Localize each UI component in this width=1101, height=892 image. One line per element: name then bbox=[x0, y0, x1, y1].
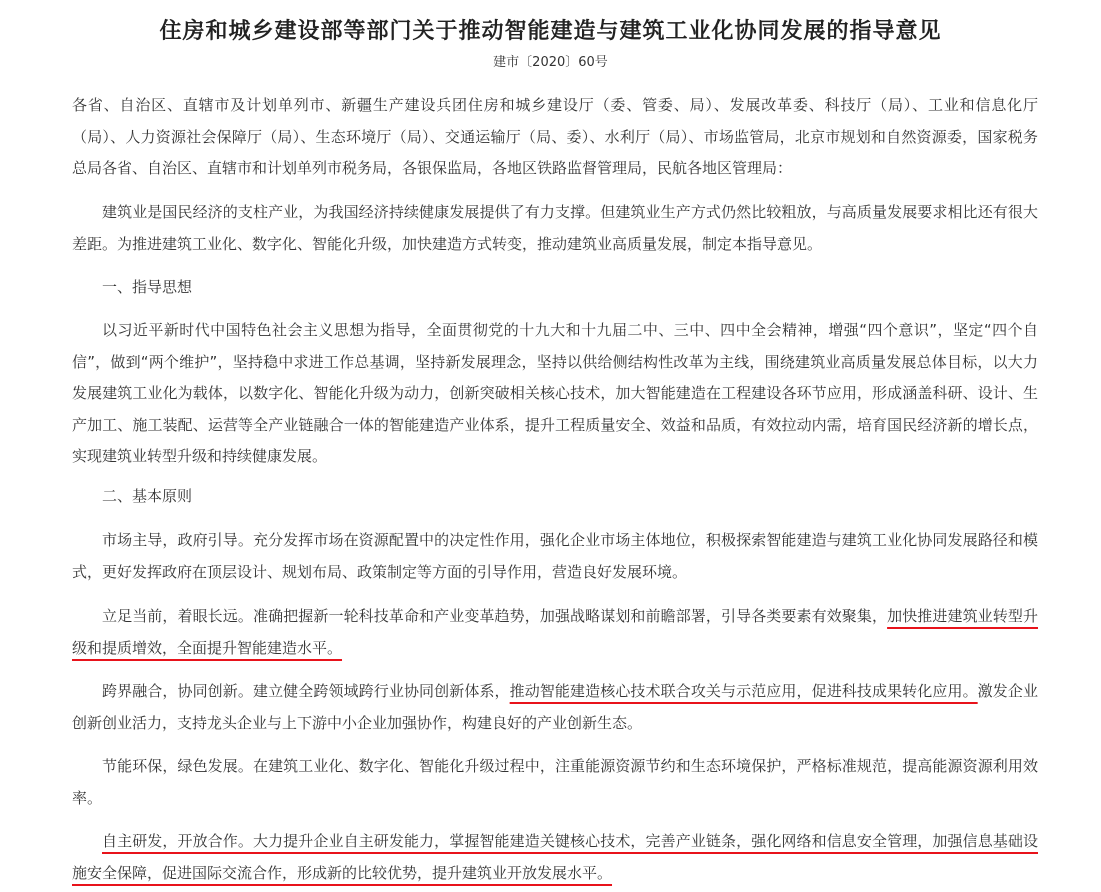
principle-crossover-paragraph bbox=[72, 676, 1038, 739]
guiding-ideology-paragraph: 以习近平新时代中国特色社会主义思想为指导，全面贯彻党的十九大和十九届二中、三中、四中全会精神，增强“四个意识”，坚定“四个自信”，做到“两个维护”，坚持稳中求进工作总基调，坚持新发展理念，坚持以供给侧结构性改革为主线，围绕建筑业高质量发展总体目标，以大力发展建筑工业化为载体，以数字化、智能化升级为动力，创新突破相关核心技术，加大智能建造在工程建设各环节应用，形成涵盖科研、设计、生产加工、施工装配、运营等全产业链融合一体的智能建造产业体系，提升工程质量安全、效益和品质，有效拉动内需，培育国民经济新的增长点，实现建筑业转型升级和持续健康发展。 bbox=[72, 321, 1038, 465]
principle-market-paragraph: 市场主导，政府引导。充分发挥市场在资源配置中的决定性作用，强化企业市场主体地位，积极探索智能建造与建筑工业化协同发展路径和模式，更好发挥政府在顶层设计、规划布局、政策制定等方面的引导作用，营造良好发展环境。 bbox=[72, 531, 1038, 581]
principle-crossover-text-a: 跨界融合，协同创新。建立健全跨领域跨行业协同创新体系， bbox=[102, 682, 510, 700]
document-number: 建市〔2020〕60号 bbox=[493, 55, 608, 70]
recipients-paragraph: 各省、自治区、直辖市及计划单列市、新疆生产建设兵团住房和城乡建设厅（委、管委、局）、发展改革委、科技厅（局）、工业和信息化厅（局）、人力资源社会保障厅（局）、生态环境厅（局）、交通运输厅（局、委）、水利厅（局）、市场监管局，北京市规划和自然资源委，国家税务总局各省、自治区、直辖市和计划单列市税务局，各银保监局，各地区铁路监督管理局，民航各地区管理局： bbox=[72, 96, 1038, 177]
principle-crossover-text-b: 激发企业创新创业活力，支持龙头企业与上下游中小企业加强协作，构建良好的产业创新生态。 bbox=[72, 682, 1038, 732]
section-heading-guiding-ideology: 一、指导思想 bbox=[102, 278, 193, 296]
principle-current-text: 立足当前，着眼长远。准确把握新一轮科技革命和产业变革趋势，加强战略谋划和前瞻部署，引导各类要素有效聚集， bbox=[102, 607, 888, 625]
principle-independent-paragraph bbox=[72, 826, 1038, 889]
document-title: 住房和城乡建设部等部门关于推动智能建造与建筑工业化协同发展的指导意见 bbox=[159, 18, 942, 44]
intro-paragraph: 建筑业是国民经济的支柱产业，为我国经济持续健康发展提供了有力支撑。但建筑业生产方式仍然比较粗放，与高质量发展要求相比还有很大差距。为推进建筑工业化、数字化、智能化升级，加快建造方式转变，推动建筑业高质量发展，制定本指导意见。 bbox=[72, 203, 1038, 253]
principle-independent-highlight: 自主研发，开放合作。大力提升企业自主研发能力，掌握智能建造关键核心技术，完善产业链条，强化网络和信息安全管理，加强信息基础设施安全保障，促进国际交流合作，形成新的比较优势，提升建筑业开放发展水平。 bbox=[72, 832, 1038, 882]
section-heading-basic-principles: 二、基本原则 bbox=[102, 487, 193, 505]
principle-current-highlight: 加快推进建筑业转型升级和提质增效，全面提升智能建造水平。 bbox=[72, 607, 1038, 657]
principle-current-paragraph bbox=[72, 601, 1038, 664]
principle-crossover-highlight: 推动智能建造核心技术联合攻关与示范应用，促进科技成果转化应用。 bbox=[509, 682, 978, 700]
principle-green-paragraph: 节能环保，绿色发展。在建筑工业化、数字化、智能化升级过程中，注重能源资源节约和生态环境保护，严格标准规范，提高能源资源利用效率。 bbox=[72, 757, 1038, 807]
